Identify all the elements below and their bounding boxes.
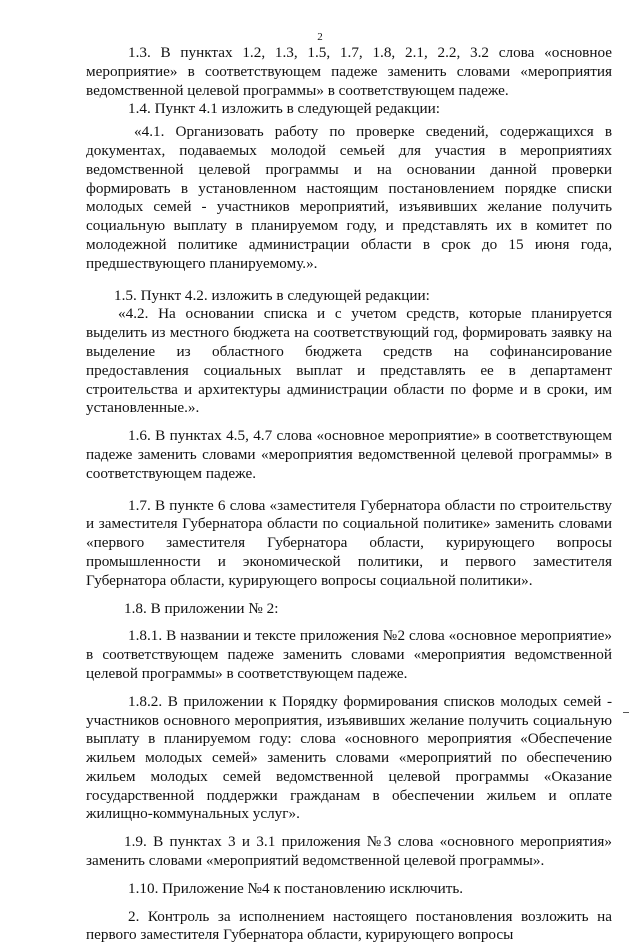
paragraph-1-6: 1.6. В пунктах 4.5, 4.7 слова «основное мероприятие» в соответствующем падеже заменить словами «мероприятия ведомственной целевой программы» в соответствующем падеже.: [86, 427, 612, 482]
paragraph-1-7: 1.7. В пункте 6 слова «заместителя Губернатора области по строительству и заместителя Губернатора области по социальной политике» заменить словами «первого заместителя Губернатора области, курирующего вопросы промышленности и экономической политики, и первого заместителя Губернатора области, курирующего вопросы социальной политики».: [86, 496, 612, 589]
paragraph-4-1-quote: «4.1. Организовать работу по проверке сведений, содержащихся в документах, подаваемых молодой семьей для участия в мероприятиях ведомственной целевой программы и на основании данной проверки формировать в установленном настоящим постановлением порядке списки молодых семей - участников мероприятий, изъявивших желание получить социальную выплату в планируемом году, и представлять их в комитет по молодежной политике администрации области в срок до 15 июня года, предшествующего планируемому.».: [86, 123, 612, 272]
paragraph-1-3: 1.3. В пунктах 1.2, 1.3, 1.5, 1.7, 1.8, 2.1, 2.2, 3.2 слова «основное мероприятие» в соответствующем падеже заменить словами «мероприятия ведомственной целевой программы» в соответствующем падеже.: [86, 44, 612, 99]
paragraph-4-2-quote: «4.2. На основании списка и с учетом средств, которые планируется выделить из местного бюджета на соответствующий год, формировать заявку на выделение из областного бюджета средств на софинансирование предоставления социальных выплат и представлять ее в департамент строительства и архитектуры администрации области по форме и в сроки, им установленные.».: [86, 305, 612, 417]
paragraph-1-4: 1.4. Пункт 4.1 изложить в следующей редакции:: [128, 100, 441, 118]
paragraph-1-9: 1.9. В пунктах 3 и 3.1 приложения №3 слова «основного мероприятия» заменить словами «мероприятий ведомственной целевой программы».: [86, 833, 612, 870]
paragraph-1-5: 1.5. Пункт 4.2. изложить в следующей редакции:: [114, 286, 430, 304]
paragraph-1-10: 1.10. Приложение №4 к постановлению исключить.: [128, 879, 464, 897]
paragraph-1-8-2: 1.8.2. В приложении к Порядку формирования списков молодых семей - участников основного мероприятия, изъявивших желание получить социальную выплату в планируемом году: слова «основного мероприятия «Обеспечение жильем молодых семей» заменить словами «мероприятий по обеспечению жильем молодых семей ведомственной целевой программы «Оказание государственной поддержки гражданам в обеспечении жильем и оплате жилищно-коммунальных услуг».: [86, 692, 612, 823]
document-body: [86, 44, 612, 945]
paragraph-1-8-1: 1.8.1. В названии и тексте приложения №2 слова «основное мероприятие» в соответствующем падеже заменить словами «мероприятия ведомственной целевой программы» в соответствующем падеже.: [86, 627, 612, 682]
page-number: 2: [317, 31, 323, 43]
paragraph-1-8: 1.8. В приложении № 2:: [124, 599, 279, 617]
margin-mark: [623, 712, 629, 713]
paragraph-2: 2. Контроль за исполнением настоящего постановления возложить на первого заместителя Губернатора области, курирующего вопросы: [86, 907, 612, 944]
